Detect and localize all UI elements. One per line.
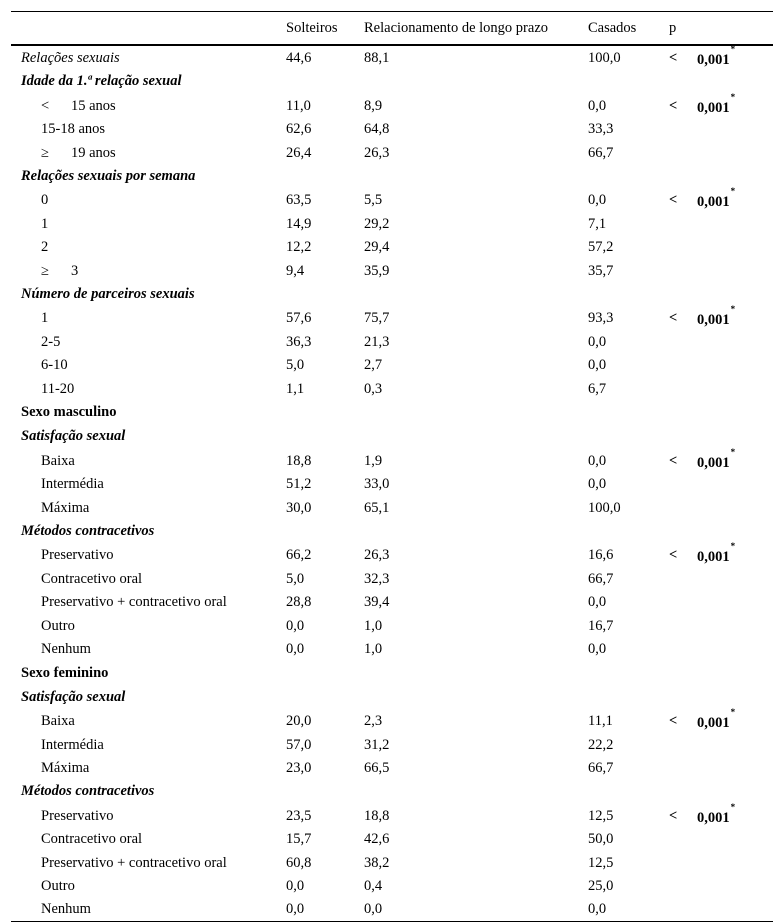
value-relacionamento: 26,3 [364, 144, 390, 161]
value-solteiros: 0,0 [286, 878, 305, 895]
p-less-than: < [669, 452, 678, 469]
table-row [11, 614, 773, 637]
table-row [11, 188, 773, 211]
value-solteiros: 15,7 [286, 831, 312, 848]
row-label [41, 761, 89, 776]
value-solteiros: 30,0 [286, 499, 312, 516]
significance-asterisk: * [730, 304, 736, 315]
value-casados: 0,0 [588, 333, 607, 350]
table-row [11, 91, 773, 117]
section-header-row [11, 69, 773, 93]
row-label-text: Sexo masculino [21, 404, 117, 421]
row-label [41, 99, 116, 114]
p-value-number: 0,001 [697, 454, 730, 471]
value-casados: 57,2 [588, 239, 614, 256]
row-label [41, 193, 48, 208]
p-value-number: 0,001 [697, 312, 730, 329]
row-label-text: Contracetivo oral [41, 831, 143, 848]
row-label [41, 595, 227, 610]
row-label-text: Preservativo [41, 807, 114, 824]
value-solteiros: 5,0 [286, 570, 305, 587]
row-label [41, 122, 105, 137]
row-label [41, 856, 227, 871]
row-label-text: Relações sexuais por semana [21, 168, 196, 185]
table-row [11, 851, 773, 874]
table-row [11, 496, 773, 519]
row-label-text: Máxima [41, 499, 90, 516]
value-relacionamento: 75,7 [364, 310, 390, 327]
table-row [11, 827, 773, 850]
value-casados: 66,7 [588, 760, 614, 776]
value-casados: 11,1 [588, 713, 613, 730]
significance-asterisk: * [730, 44, 736, 54]
section-header-row [11, 400, 773, 424]
table-row [11, 212, 773, 235]
significance-asterisk: * [730, 186, 736, 197]
table-body [11, 46, 773, 921]
value-casados: 16,6 [588, 547, 614, 564]
row-label-text: 15-18 anos [41, 121, 106, 138]
value-solteiros: 51,2 [286, 476, 312, 493]
row-label-text: Sexo feminino [21, 664, 109, 681]
row-label [41, 335, 60, 350]
value-casados: 12,5 [588, 854, 614, 871]
value-solteiros: 36,3 [286, 333, 312, 350]
table-row [11, 235, 773, 258]
row-label [41, 738, 104, 753]
value-relacionamento: 66,5 [364, 760, 390, 776]
p-value [697, 446, 736, 471]
section-header-row [11, 164, 773, 188]
row-label [41, 832, 142, 847]
table-row [11, 733, 773, 756]
value-casados: 7,1 [588, 215, 607, 232]
p-value [697, 44, 736, 68]
value-casados: 66,7 [588, 144, 614, 161]
header-relacionamento: Relacionamento de longo prazo [364, 20, 549, 36]
row-label-text: 2 [41, 239, 49, 256]
p-value-number: 0,001 [697, 714, 730, 731]
row-label-text: 2-5 [41, 333, 61, 350]
value-casados: 33,3 [588, 121, 614, 138]
row-label [41, 548, 113, 563]
row-label-text: 0 [41, 192, 49, 209]
value-solteiros: 12,2 [286, 239, 312, 256]
header-solteiros: Solteiros [286, 20, 338, 36]
value-solteiros: 26,4 [286, 144, 312, 161]
row-label [21, 169, 195, 184]
value-relacionamento: 33,0 [364, 476, 390, 493]
significance-asterisk: * [730, 91, 736, 102]
row-label [41, 902, 91, 917]
value-relacionamento: 5,5 [364, 192, 383, 209]
table-row [11, 637, 773, 660]
row-label [21, 51, 120, 66]
row-label [21, 74, 182, 89]
row-label [41, 311, 48, 326]
value-casados: 22,2 [588, 736, 614, 753]
row-label [21, 524, 154, 539]
value-solteiros: 14,9 [286, 215, 312, 232]
value-relacionamento: 29,4 [364, 239, 390, 256]
row-label [41, 501, 89, 516]
value-relacionamento: 26,3 [364, 547, 390, 564]
value-solteiros: 44,6 [286, 50, 312, 66]
table-row [11, 46, 773, 69]
section-header-row [11, 282, 773, 306]
table-row [11, 117, 773, 140]
p-value-number: 0,001 [697, 51, 730, 68]
p-value [697, 801, 736, 826]
value-casados: 100,0 [588, 50, 621, 66]
row-label-text: Intermédia [41, 736, 104, 753]
section-header-row [11, 519, 773, 543]
header-p: p [669, 20, 677, 36]
value-solteiros: 57,0 [286, 736, 312, 753]
value-casados: 0,0 [588, 452, 607, 469]
value-solteiros: 11,0 [286, 97, 311, 114]
row-label-text: 11-20 [41, 380, 75, 397]
row-label [41, 358, 68, 373]
p-less-than: < [669, 192, 678, 209]
p-value-number: 0,001 [697, 549, 730, 566]
table-row [11, 141, 773, 164]
p-value [697, 186, 736, 211]
value-relacionamento: 65,1 [364, 499, 390, 516]
value-relacionamento: 38,2 [364, 854, 390, 871]
value-solteiros: 0,0 [286, 617, 305, 634]
row-label-text: Intermédia [41, 476, 104, 493]
row-label-text: Baixa [41, 713, 75, 730]
section-header-row [11, 424, 773, 448]
value-casados: 0,0 [588, 594, 607, 611]
p-less-than: < [669, 97, 678, 114]
value-relacionamento: 35,9 [364, 262, 390, 279]
row-label [41, 217, 48, 232]
value-relacionamento: 1,0 [364, 641, 383, 658]
value-solteiros: 5,0 [286, 357, 305, 374]
significance-asterisk: * [730, 801, 736, 812]
row-label-text: Relações sexuais [21, 50, 120, 66]
value-solteiros: 9,4 [286, 262, 305, 279]
significance-asterisk: * [730, 707, 736, 718]
table-row [11, 330, 773, 353]
value-casados: 93,3 [588, 310, 614, 327]
value-solteiros: 23,5 [286, 807, 312, 824]
value-relacionamento: 64,8 [364, 121, 390, 138]
value-relacionamento: 2,3 [364, 713, 383, 730]
table-row [11, 377, 773, 400]
row-label [41, 264, 78, 279]
table-header [11, 12, 773, 46]
value-casados: 50,0 [588, 831, 614, 848]
row-label-text: Contracetivo oral [41, 570, 143, 587]
table-row [11, 446, 773, 472]
row-label [41, 454, 75, 469]
row-label-text: Satisfação sexual [21, 688, 126, 705]
value-casados: 12,5 [588, 807, 614, 824]
significance-asterisk: * [730, 541, 736, 552]
row-label [41, 714, 75, 729]
row-label-text: Número de parceiros sexuais [21, 286, 195, 303]
row-label-text: Máxima [41, 760, 90, 776]
row-label-text: 6-10 [41, 357, 68, 374]
row-label [21, 429, 125, 444]
row-label-text: Nenhum [41, 641, 91, 658]
table-row [11, 801, 773, 827]
p-value [697, 541, 736, 566]
value-casados: 66,7 [588, 570, 614, 587]
row-label [21, 690, 125, 705]
value-solteiros: 0,0 [286, 901, 305, 918]
table-row [11, 709, 773, 732]
row-label-text: 19 anos [71, 144, 116, 161]
value-relacionamento: 18,8 [364, 807, 390, 824]
p-value-number: 0,001 [697, 809, 730, 826]
value-casados: 0,0 [588, 476, 607, 493]
value-casados: 35,7 [588, 262, 614, 279]
comparison-symbol: ≥ [41, 144, 49, 161]
row-label-text: Preservativo [41, 547, 114, 564]
p-value-number: 0,001 [697, 99, 730, 116]
row-label [41, 477, 104, 492]
value-relacionamento: 88,1 [364, 50, 390, 66]
value-casados: 6,7 [588, 380, 607, 397]
row-label [21, 287, 195, 302]
value-solteiros: 1,1 [286, 380, 305, 397]
value-solteiros: 18,8 [286, 452, 312, 469]
row-label [41, 240, 48, 255]
value-relacionamento: 0,4 [364, 878, 383, 895]
row-label [41, 642, 91, 657]
table-row [11, 756, 773, 779]
p-value [697, 707, 736, 731]
row-label [41, 382, 74, 397]
p-less-than: < [669, 807, 678, 824]
value-casados: 25,0 [588, 878, 614, 895]
value-solteiros: 0,0 [286, 641, 305, 658]
row-label-text: Idade da 1.ª relação sexual [21, 73, 182, 90]
p-less-than: < [669, 547, 678, 564]
value-solteiros: 66,2 [286, 547, 312, 564]
row-label [41, 619, 75, 634]
p-value-number: 0,001 [697, 194, 730, 211]
table-row [11, 353, 773, 376]
row-label-text: Satisfação sexual [21, 428, 126, 445]
value-solteiros: 20,0 [286, 713, 312, 730]
p-less-than: < [669, 310, 678, 327]
section-header-row [11, 779, 773, 803]
row-label-text: Outro [41, 878, 75, 895]
header-casados: Casados [588, 20, 637, 36]
value-relacionamento: 0,0 [364, 901, 383, 918]
row-label [21, 784, 154, 799]
value-relacionamento: 42,6 [364, 831, 390, 848]
row-label-text: Preservativo + contracetivo oral [41, 854, 227, 871]
value-solteiros: 60,8 [286, 854, 312, 871]
row-label [41, 572, 142, 587]
table-row [11, 259, 773, 282]
value-solteiros: 62,6 [286, 121, 312, 138]
value-relacionamento: 2,7 [364, 357, 383, 374]
row-label-text: 1 [41, 310, 49, 327]
row-label [41, 809, 113, 824]
value-relacionamento: 32,3 [364, 570, 390, 587]
value-relacionamento: 0,3 [364, 380, 383, 397]
row-label-text: Preservativo + contracetivo oral [41, 594, 227, 611]
p-less-than: < [669, 713, 678, 730]
table-row [11, 543, 773, 566]
value-casados: 16,7 [588, 617, 614, 634]
comparison-symbol: < [41, 97, 50, 114]
value-relacionamento: 31,2 [364, 736, 390, 753]
value-solteiros: 28,8 [286, 594, 312, 611]
row-label-text: Nenhum [41, 901, 91, 918]
value-solteiros: 63,5 [286, 192, 312, 209]
row-label-text: Métodos contracetivos [21, 523, 155, 540]
row-label [41, 146, 116, 161]
value-relacionamento: 1,0 [364, 617, 383, 634]
row-label-text: Outro [41, 617, 75, 634]
row-label-text: Baixa [41, 452, 75, 469]
value-relacionamento: 29,2 [364, 215, 390, 232]
row-label-text: 1 [41, 215, 49, 232]
row-label-text: 15 anos [71, 97, 116, 114]
row-label [21, 405, 116, 420]
value-relacionamento: 8,9 [364, 97, 383, 114]
value-relacionamento: 39,4 [364, 594, 390, 611]
value-casados: 0,0 [588, 97, 607, 114]
row-label-text: 3 [71, 262, 79, 279]
section-header-row [11, 661, 773, 685]
p-value [697, 304, 736, 329]
value-casados: 0,0 [588, 357, 607, 374]
value-relacionamento: 21,3 [364, 333, 390, 350]
row-label-text: Métodos contracetivos [21, 783, 155, 800]
data-table [11, 11, 773, 922]
value-solteiros: 23,0 [286, 760, 312, 776]
row-label [41, 879, 75, 894]
value-casados: 0,0 [588, 192, 607, 209]
row-label [21, 666, 108, 681]
table-row [11, 567, 773, 590]
p-value [697, 91, 736, 116]
comparison-symbol: ≥ [41, 262, 49, 279]
significance-asterisk: * [730, 446, 736, 457]
table-row [11, 472, 773, 495]
table-row [11, 874, 773, 897]
value-casados: 0,0 [588, 901, 607, 918]
value-casados: 100,0 [588, 499, 621, 516]
table-row [11, 590, 773, 613]
table-row [11, 306, 773, 329]
p-less-than: < [669, 50, 678, 66]
value-solteiros: 57,6 [286, 310, 312, 327]
value-casados: 0,0 [588, 641, 607, 658]
section-header-row [11, 685, 773, 709]
value-relacionamento: 1,9 [364, 452, 383, 469]
table-row [11, 897, 773, 920]
